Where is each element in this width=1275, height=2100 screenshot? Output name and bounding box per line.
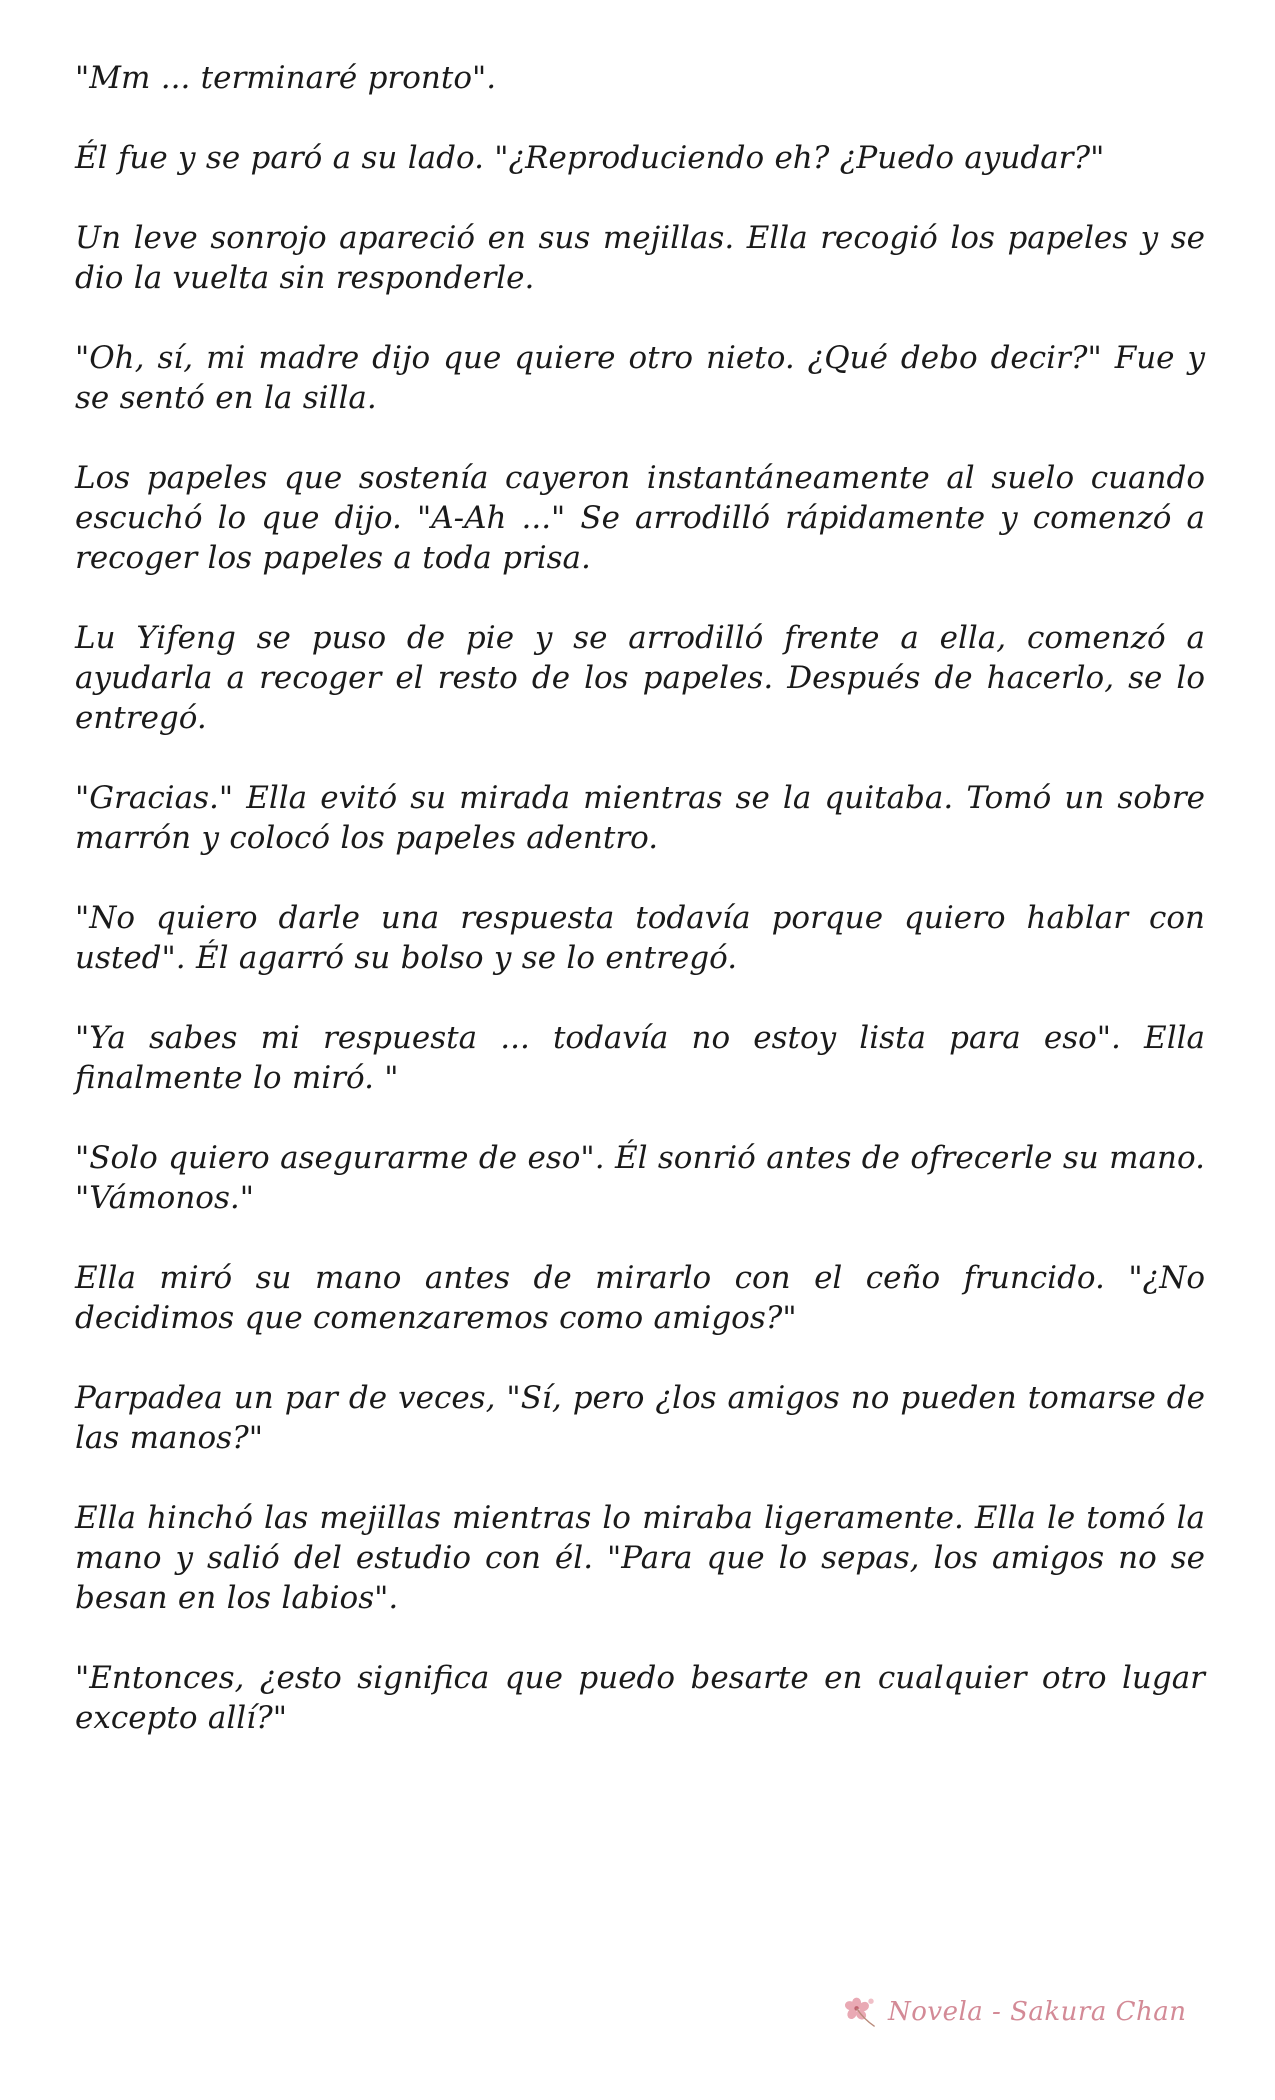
sakura-flower-icon <box>844 1994 880 2030</box>
paragraph-9: "Ya sabes mi respuesta ... todavía no estoy lista para eso". Ella finalmente lo miró. " <box>75 1020 1205 1096</box>
watermark <box>844 1994 1187 2030</box>
paragraph-14: "Entonces, ¿esto significa que puedo besarte en cualquier otro lugar excepto allí?" <box>75 1660 1205 1736</box>
paragraph-5: Los papeles que sostenía cayeron instantáneamente al suelo cuando escuchó lo que dijo. "A-Ah ..." Se arrodilló rápidamente y comenzó a recoger los papeles a toda prisa. <box>75 460 1205 576</box>
novel-page <box>75 58 1205 1778</box>
paragraph-3: Un leve sonrojo apareció en sus mejillas. Ella recogió los papeles y se dio la vuelta sin responderle. <box>75 220 1205 296</box>
paragraph-2: Él fue y se paró a su lado. "¿Reproduciendo eh? ¿Puedo ayudar?" <box>75 140 1105 176</box>
paragraph-6: Lu Yifeng se puso de pie y se arrodilló frente a ella, comenzó a ayudarla a recoger el resto de los papeles. Después de hacerlo, se lo entregó. <box>75 620 1205 736</box>
paragraph-1: "Mm ... terminaré pronto". <box>75 60 497 96</box>
watermark-text: Novela - Sakura Chan <box>888 1997 1187 2027</box>
paragraph-13: Ella hinchó las mejillas mientras lo miraba ligeramente. Ella le tomó la mano y salió del estudio con él. "Para que lo sepas, los amigos no se besan en los labios". <box>75 1500 1205 1616</box>
paragraph-4: "Oh, sí, mi madre dijo que quiere otro nieto. ¿Qué debo decir?" Fue y se sentó en la silla. <box>75 340 1205 416</box>
paragraph-8: "No quiero darle una respuesta todavía porque quiero hablar con usted". Él agarró su bolso y se lo entregó. <box>75 900 1205 976</box>
paragraph-12: Parpadea un par de veces, "Sí, pero ¿los amigos no pueden tomarse de las manos?" <box>75 1380 1205 1456</box>
paragraph-7: "Gracias." Ella evitó su mirada mientras se la quitaba. Tomó un sobre marrón y colocó los papeles adentro. <box>75 780 1205 856</box>
paragraph-10: "Solo quiero asegurarme de eso". Él sonrió antes de ofrecerle su mano. "Vámonos." <box>75 1140 1205 1216</box>
paragraph-11: Ella miró su mano antes de mirarlo con el ceño fruncido. "¿No decidimos que comenzaremos como amigos?" <box>75 1260 1205 1336</box>
